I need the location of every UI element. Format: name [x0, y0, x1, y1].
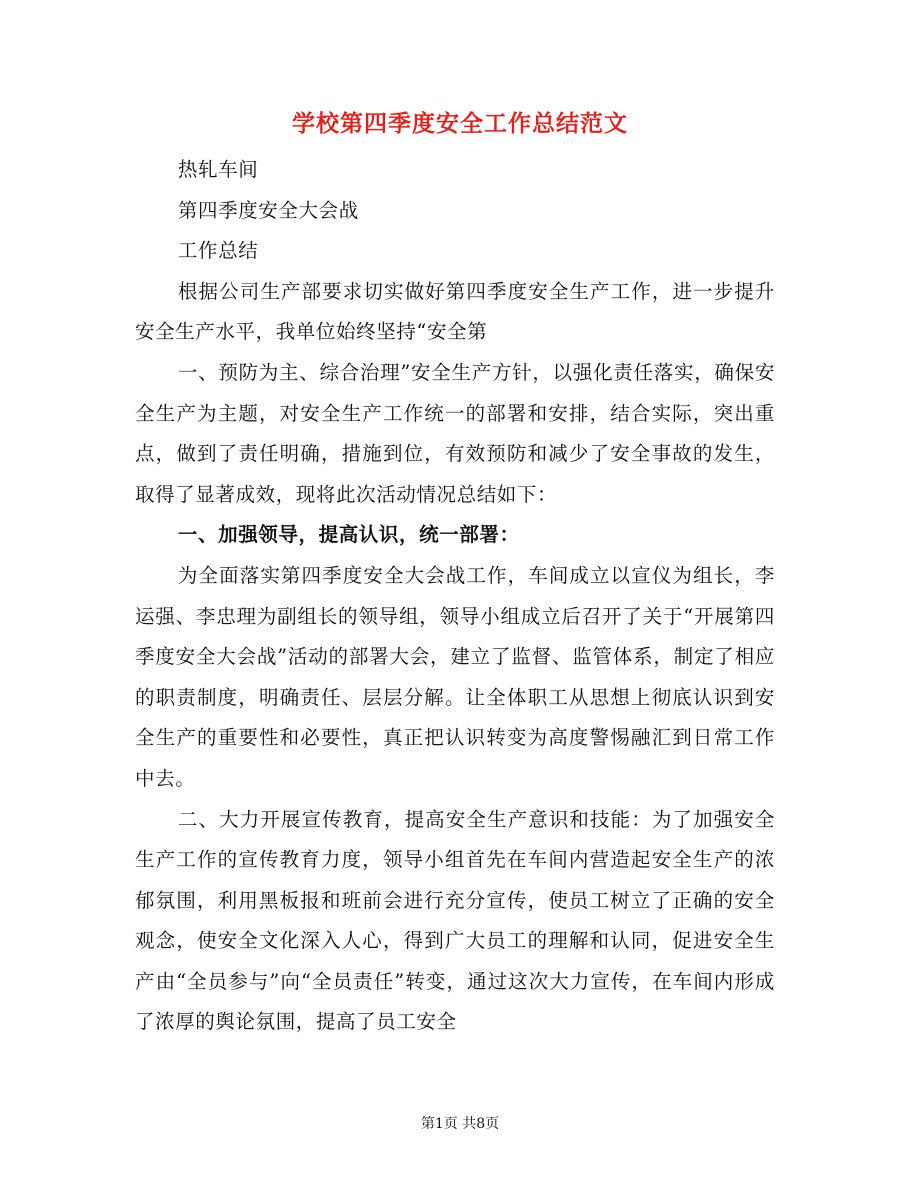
document-body [135, 150, 775, 1043]
paragraph-policy: 一、预防为主、综合治理”安全生产方针，以强化责任落实，确保安全生产为主题，对安全生产工作统一的部署和安排，结合实际，突出重点，做到了责任明确，措施到位，有效预防和减少了安全事故的发生，取得了显著成效，现将此次活动情况总结如下： [135, 360, 775, 506]
paragraph-workshop: 热轧车间 [177, 158, 259, 181]
paragraph-summary-label: 工作总结 [177, 239, 259, 263]
document-title: 学校第四季度安全工作总结范文 [292, 110, 628, 137]
paragraph-intro: 根据公司生产部要求切实做好第四季度安全生产工作，进一步提升安全生产水平，我单位始终坚持“安全第 [135, 279, 775, 344]
section-heading-1: 一、加强领导，提高认识，统一部署： [177, 523, 520, 547]
paragraph-campaign: 第四季度安全大会战 [177, 198, 359, 222]
page-number: 第1页 共8页 [420, 1116, 500, 1132]
paragraph-education: 二、大力开展宣传教育，提高安全生产意识和技能：为了加强安全生产工作的宣传教育力度，领导小组首先在车间内营造起安全生产的浓郁氛围，利用黑板报和班前会进行充分宣传，使员工树立了正确的安全观念，使安全文化深入人心，得到广大员工的理解和认同，促进安全生产由“全员参与”向“全员责任”转变，通过这次大力宣传，在车间内形成了浓厚的舆论氛围，提高了员工安全 [135, 807, 775, 1034]
paragraph-leadership: 为全面落实第四季度安全大会战工作，车间成立以宣仪为组长，李运强、李忠理为副组长的领导组，领导小组成立后召开了关于“开展第四季度安全大会战”活动的部署大会，建立了监督、监管体系，制定了相应的职责制度，明确责任、层层分解。让全体职工从思想上彻底认识到安全生产的重要性和必要性，真正把认识转变为高度警惕融汇到日常工作中去。 [135, 563, 775, 790]
